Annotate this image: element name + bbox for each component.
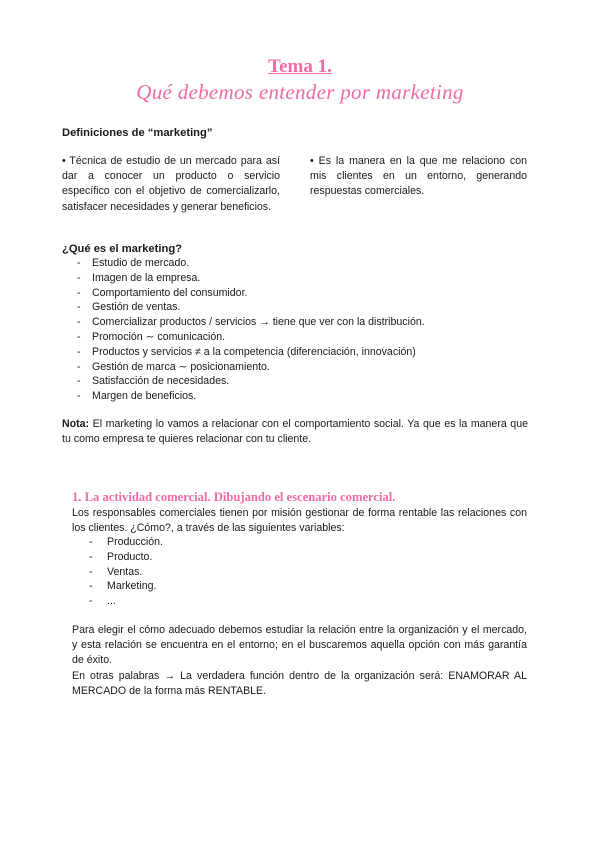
what-is-list — [77, 256, 547, 404]
list-item: - Gestión de marca ∼ posicionamiento. — [77, 360, 547, 375]
list-item: - Margen de beneficios. — [77, 389, 547, 404]
list-item: - Producción. — [89, 535, 389, 550]
section-heading: 1. La actividad comercial. Dibujando el escenario comercial. — [72, 490, 396, 504]
definition-2: • Es la manera en la que me relaciono con mis clientes en un entorno, generando respuestas comerciales. — [310, 155, 527, 198]
definition-1: • Técnica de estudio de un mercado para así dar a conocer un producto o servicio específico con el objetivo de comercializarlo, satisfacer necesidades y generar beneficios. — [62, 155, 280, 213]
list-item: - Ventas. — [89, 565, 389, 580]
list-item: - Satisfacción de necesidades. — [77, 374, 547, 389]
definitions-heading: Definiciones de “marketing” — [62, 127, 213, 139]
section-paragraph-1: Para elegir el cómo adecuado debemos estudiar la relación entre la organización y el mercado, y esta relación se encuentra en el entorno; en el buscaremos aquella opción con más garantía de éxito. — [72, 624, 527, 667]
variables-list — [89, 535, 389, 609]
what-is-heading: ¿Qué es el marketing? — [62, 243, 182, 255]
note-label: Nota: — [62, 418, 90, 430]
list-item: - Producto. — [89, 550, 389, 565]
section-intro: Los responsables comerciales tienen por misión gestionar de forma rentable las relaciones con los clientes. ¿Cómo?, a través de las siguientes variables: — [72, 507, 527, 535]
page-title: Tema 1. — [268, 56, 332, 77]
list-item: - ... — [89, 594, 389, 609]
page-subtitle: Qué debemos entender por marketing — [136, 80, 464, 104]
list-item: - Productos y servicios ≠ a la competencia (diferenciación, innovación) — [77, 345, 547, 360]
list-item: - Marketing. — [89, 579, 389, 594]
list-item: - Imagen de la empresa. — [77, 271, 547, 286]
section-paragraph-2: En otras palabras → La verdadera función dentro de la organización será: ENAMORAR AL MERCADO de la forma más RENTABLE. — [72, 670, 527, 698]
note-text: El marketing lo vamos a relacionar con el comportamiento social. Ya que es la manera que tu como empresa te quieres relacionar con tu cliente. — [62, 418, 528, 446]
list-item: - Comercializar productos / servicios → tiene que ver con la distribución. — [77, 315, 547, 330]
list-item: - Promoción ∼ comunicación. — [77, 330, 547, 345]
list-item: - Gestión de ventas. — [77, 300, 547, 315]
list-item: - Estudio de mercado. — [77, 256, 547, 271]
list-item: - Comportamiento del consumidor. — [77, 286, 547, 301]
note-paragraph — [62, 417, 528, 447]
